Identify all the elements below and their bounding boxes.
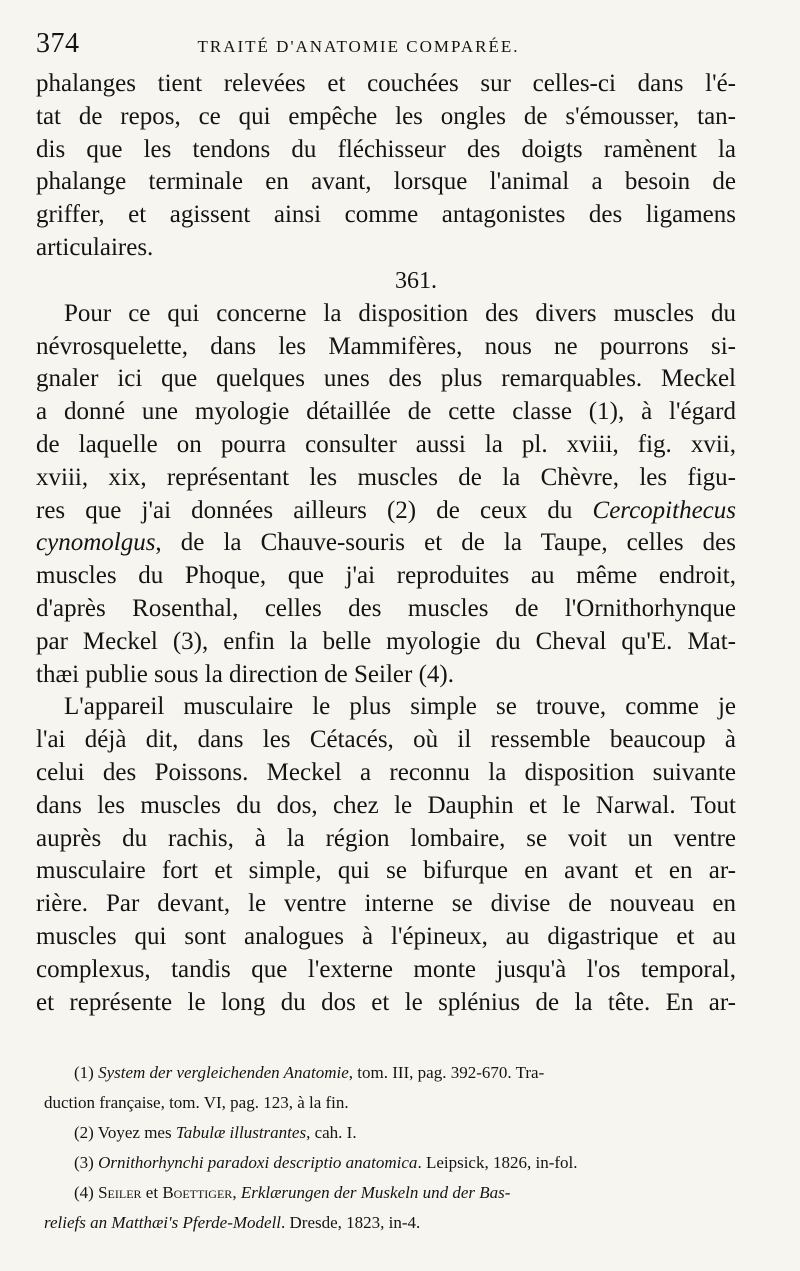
text-line: articulaires. — [36, 233, 154, 261]
text-line: complexus, tandis que l'externe monte jusqu'à l'os temporal, — [36, 955, 736, 983]
text-line: tat de repos, ce qui empêche les ongles de s'émousser, tan- — [36, 102, 736, 130]
species-name: cynomolgus — [36, 529, 156, 557]
footnote-1 — [36, 1058, 736, 1088]
text-line: celui des Poissons. Meckel a reconnu la disposition suivante — [36, 758, 736, 786]
text-line: muscles qui sont analogues à l'épineux, au digastrique et au — [36, 922, 736, 950]
footnote-title: Ornithorhynchi paradoxi descriptio anatomica — [98, 1153, 418, 1172]
footnote-title: Tabulæ illustrantes — [175, 1123, 307, 1142]
footnote-text: et — [141, 1183, 163, 1202]
footnote-marker: (1) — [74, 1063, 94, 1082]
section-number: 361. — [395, 267, 437, 294]
text-line: a donné une myologie détaillée de cette classe (1), à l'égard — [36, 398, 736, 426]
footnote-marker: (2) — [74, 1123, 94, 1142]
footnote-author: Boettiger — [162, 1183, 233, 1202]
text-line: l'ai déjà dit, dans les Cétacés, où il ressemble beaucoup à — [36, 726, 736, 754]
footnote-marker: (3) — [74, 1153, 94, 1172]
footnote-title: System der vergleichenden Anatomie — [98, 1063, 349, 1082]
text-line: par Meckel (3), enfin la belle myologie du Cheval qu'E. Mat- — [36, 627, 736, 655]
footnote-1-continuation: duction française, tom. VI, pag. 123, à la fin. — [44, 1093, 349, 1112]
text-line: xviii, xix, représentant les muscles de la Chèvre, les figu- — [36, 463, 736, 491]
footnote-text: , — [232, 1183, 241, 1202]
paragraph-continuation — [36, 68, 736, 265]
text-fragment: res que j'ai données ailleurs (2) de ceux du — [36, 496, 593, 524]
text-line — [36, 495, 736, 528]
footnote-3 — [36, 1148, 736, 1178]
footnote-text: . Dresde, 1823, in-4. — [281, 1213, 421, 1232]
text-line: Pour ce qui concerne la disposition des divers muscles du — [64, 299, 736, 327]
text-line: de laquelle on pourra consulter aussi la pl. xviii, fig. xvii, — [36, 430, 736, 458]
text-line: dans les muscles du dos, chez le Dauphin et le Narwal. Tout — [36, 791, 736, 819]
page — [36, 28, 736, 1019]
text-fragment: , de la Chauve-souris et de la Taupe, celles des — [155, 529, 736, 557]
footnote-text: , cah. I. — [306, 1123, 357, 1142]
text-line: gnaler ici que quelques unes des plus remarquables. Meckel — [36, 365, 736, 393]
text-line: et représente le long du dos et le splénius de la tête. En ar- — [36, 988, 736, 1016]
text-line — [36, 527, 736, 560]
footnote-text: , tom. III, pag. 392-670. Tra- — [348, 1063, 545, 1082]
footnote-text: . Leipsick, 1826, in-fol. — [417, 1153, 578, 1172]
footnote-title: Erklærungen der Muskeln und der Bas- — [240, 1183, 511, 1202]
page-header — [36, 28, 736, 68]
footnote-4-continuation — [36, 1208, 736, 1238]
text-line: d'après Rosenthal, celles des muscles de l'Ornithorhynque — [36, 594, 736, 622]
footnotes — [36, 1058, 736, 1238]
footnote-2 — [36, 1118, 736, 1148]
footnote-author: Seiler — [98, 1183, 142, 1202]
paragraph-muscles — [36, 298, 736, 692]
text-line: thæi publie sous la direction de Seiler (4). — [36, 660, 454, 688]
running-title: TRAITÉ D'ANATOMIE COMPARÉE. — [197, 37, 520, 56]
text-line: musculaire fort et simple, qui se bifurque en avant et en ar- — [36, 857, 736, 885]
footnote-marker: (4) — [74, 1183, 94, 1202]
text-line: rière. Par devant, le ventre interne se divise de nouveau en — [36, 890, 736, 918]
text-line: phalanges tient relevées et couchées sur celles-ci dans l'é- — [36, 70, 736, 97]
text-line: muscles du Phoque, que j'ai reproduites au même endroit, — [36, 562, 736, 590]
text-line: dis que les tendons du fléchisseur des doigts ramènent la — [36, 135, 736, 163]
text-line: L'appareil musculaire le plus simple se trouve, comme je — [64, 693, 736, 721]
footnote-title: reliefs an Matthæi's Pferde-Modell — [44, 1213, 282, 1232]
species-name: Cercopithecus — [592, 496, 736, 524]
paragraph-cetaceans — [36, 691, 736, 1019]
page-number: 374 — [36, 28, 80, 59]
text-line: auprès du rachis, à la région lombaire, se voit un ventre — [36, 824, 736, 852]
text-line: phalange terminale en avant, lorsque l'animal a besoin de — [36, 168, 736, 196]
text-line: névrosquelette, dans les Mammifères, nous ne pourrons si- — [36, 332, 736, 360]
footnote-4 — [36, 1178, 736, 1208]
footnote-text: Voyez mes — [97, 1123, 176, 1142]
text-line: griffer, et agissent ainsi comme antagonistes des ligamens — [36, 201, 736, 229]
